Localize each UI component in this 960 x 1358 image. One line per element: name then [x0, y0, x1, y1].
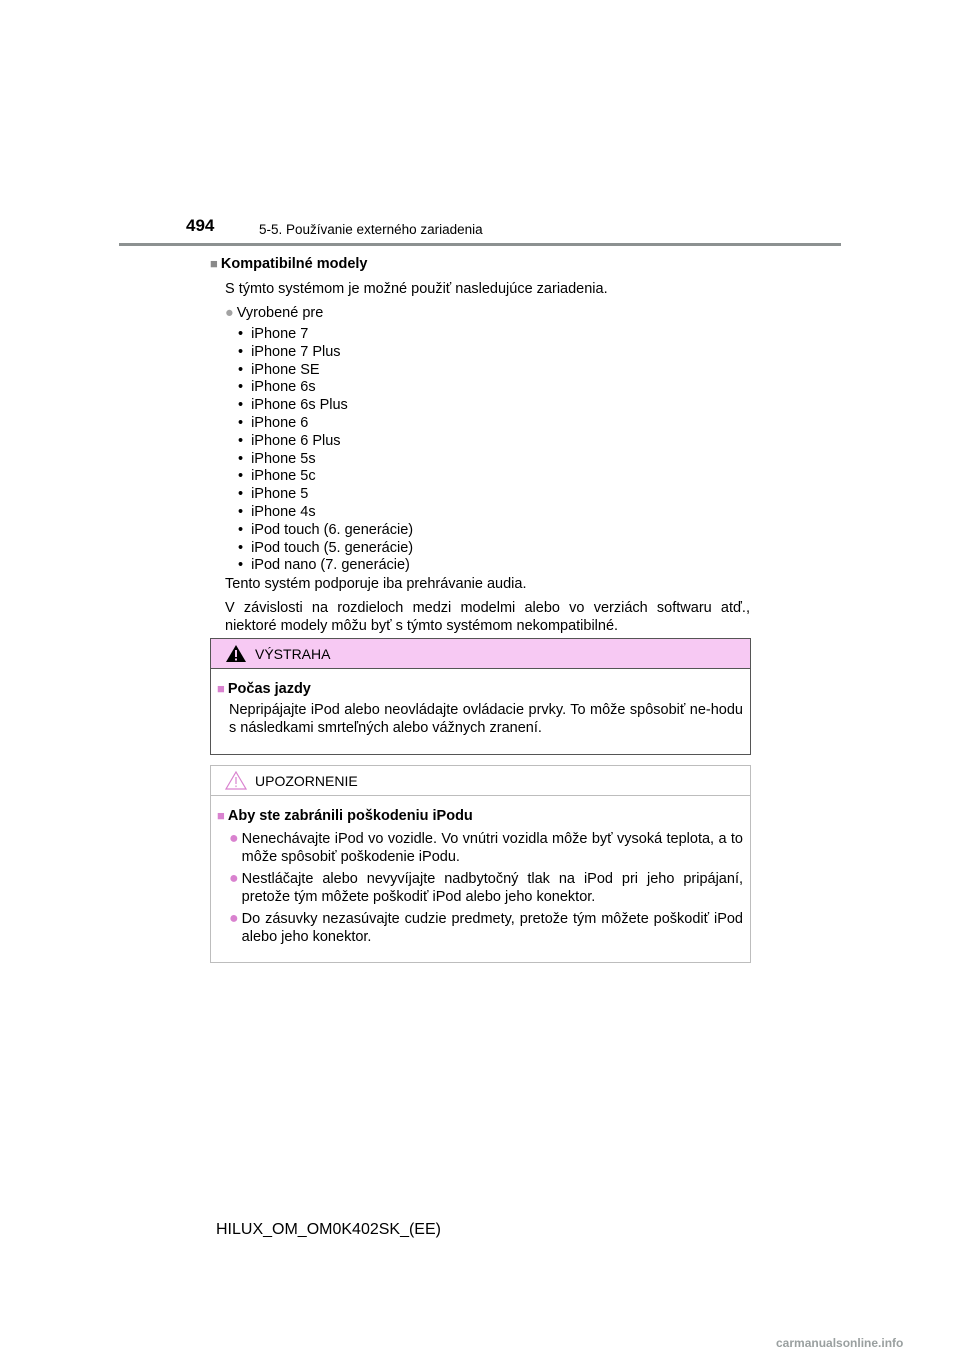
list-item — [229, 830, 743, 866]
list-item: • iPhone SE — [238, 362, 750, 380]
made-for-label: Vyrobené pre — [236, 305, 324, 321]
section-heading — [210, 254, 750, 274]
list-item: • iPod touch (5. generácie) — [238, 540, 750, 558]
list-item: • iPhone 5c — [238, 468, 750, 486]
notice-header — [211, 766, 750, 796]
list-item: • iPod nano (7. generácie) — [238, 557, 750, 575]
made-for-item — [225, 304, 750, 322]
section-title: Kompatibilné modely — [220, 256, 368, 272]
circle-bullet-icon: ● — [229, 870, 239, 887]
square-bullet-icon: ■ — [217, 808, 225, 823]
list-item: • iPhone 6s Plus — [238, 397, 750, 415]
warning-icon — [225, 644, 247, 663]
square-bullet-icon: ■ — [210, 256, 218, 271]
document-code: HILUX_OM_OM0K402SK_(EE) — [216, 1221, 441, 1238]
notice-item-text: Do zásuvky nezasúvajte cudzie predmety, pretože tým môžete poškodiť iPod alebo jeho konektor. — [241, 911, 743, 945]
notice-item-text: Nestláčajte alebo nevyvíjajte nadbytočný tlak na iPod pri jeho pripájaní, pretože tým môžete poškodiť iPod alebo jeho konektor. — [241, 871, 743, 905]
list-item: • iPhone 6 — [238, 415, 750, 433]
notice-label: UPOZORNENIE — [255, 772, 358, 789]
list-item: • iPhone 4s — [238, 504, 750, 522]
warning-box — [210, 638, 751, 755]
warning-body — [211, 669, 750, 737]
model-list — [238, 326, 750, 575]
list-item — [229, 870, 743, 906]
chapter-title: 5-5. Používanie externého zariadenia — [259, 222, 483, 237]
notice-item-text: Nenechávajte iPod vo vozidle. Vo vnútri vozidla môže byť vysoká teplota, a to môže spôsobiť poškodenie iPodu. — [241, 831, 743, 865]
list-item: • iPod touch (6. generácie) — [238, 522, 750, 540]
warning-heading-text: Počas jazdy — [227, 681, 311, 697]
warning-text: Nepripájajte iPod alebo neovládajte ovládacie prvky. To môže spôsobiť ne-hodu s následkami smrteľných alebo vážnych zranení. — [229, 702, 743, 736]
notice-body — [211, 796, 750, 946]
page-number: 494 — [186, 216, 215, 235]
warning-heading — [217, 679, 743, 699]
warning-header — [211, 639, 750, 669]
watermark: carmanualsonline.info — [776, 1336, 904, 1350]
list-item: • iPhone 6s — [238, 379, 750, 397]
list-item: • iPhone 7 — [238, 326, 750, 344]
notice-heading — [217, 806, 743, 826]
warning-label: VÝSTRAHA — [255, 645, 331, 662]
list-item: • iPhone 7 Plus — [238, 344, 750, 362]
circle-bullet-icon: ● — [229, 830, 239, 847]
audio-note: Tento systém podporuje iba prehrávanie audia. — [225, 576, 527, 593]
notice-heading-text: Aby ste zabránili poškodeniu iPodu — [227, 808, 473, 824]
compat-note: V závislosti na rozdieloch medzi modelmi alebo vo verziách softwaru atď., niektoré modely môžu byť s týmto systémom nekompatibilné. — [225, 600, 750, 635]
list-item: • iPhone 6 Plus — [238, 433, 750, 451]
list-item — [229, 910, 743, 946]
circle-bullet-icon: ● — [225, 305, 234, 321]
circle-bullet-icon: ● — [229, 910, 239, 927]
intro-text: S týmto systémom je možné použiť nasledujúce zariadenia. — [225, 281, 608, 297]
square-bullet-icon: ■ — [217, 681, 225, 696]
list-item: • iPhone 5s — [238, 451, 750, 469]
notice-box — [210, 765, 751, 963]
list-item: • iPhone 5 — [238, 486, 750, 504]
main-content — [210, 254, 750, 635]
caution-icon — [225, 771, 247, 790]
header-rule — [119, 243, 841, 246]
